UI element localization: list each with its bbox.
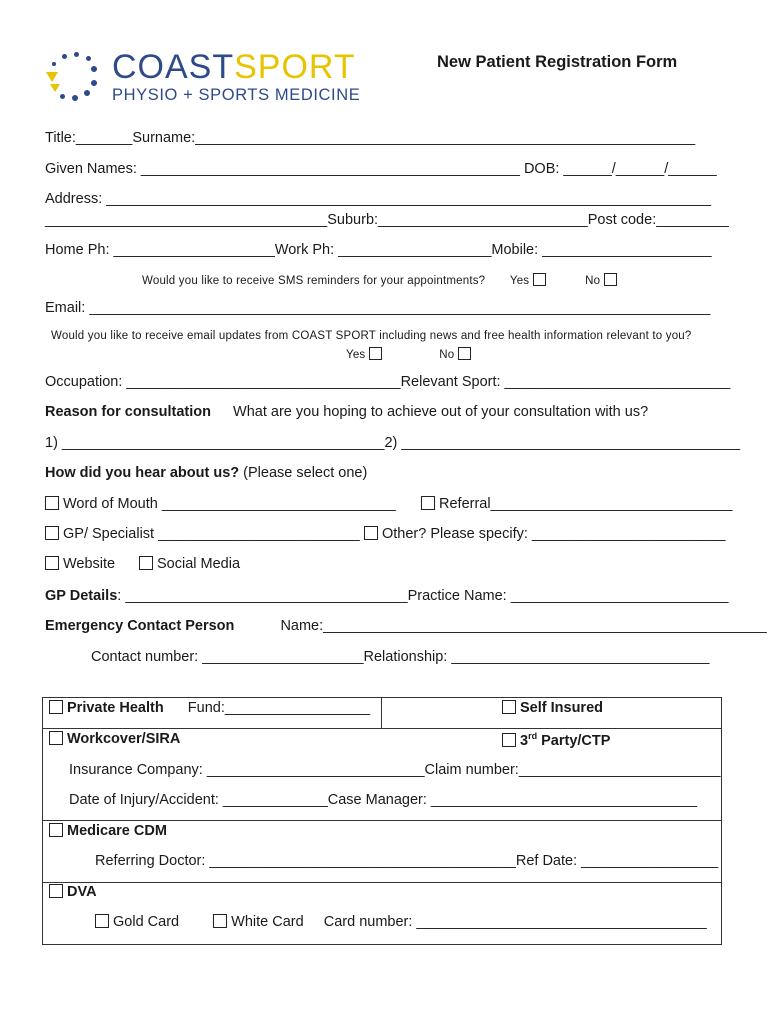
medicare-label: Medicare CDM [67, 823, 167, 839]
option-other[interactable] [364, 526, 725, 542]
divider [381, 698, 382, 728]
private-health-row[interactable] [49, 700, 370, 716]
workcover-row[interactable] [49, 731, 180, 747]
social-media-label: Social Media [157, 556, 241, 572]
dva-checkbox[interactable] [49, 884, 63, 898]
logo-wordmark [112, 48, 356, 87]
sms-question-text: Would you like to receive SMS reminders for your appointments? [142, 275, 486, 287]
self-insured-checkbox[interactable] [502, 700, 516, 714]
gp-details-row[interactable] [45, 588, 728, 604]
reason-label: Reason for consultation [45, 404, 211, 420]
emergency-row[interactable] [45, 618, 767, 634]
email-line[interactable]: Email: _____________________________________________________________________________ [45, 300, 711, 316]
emergency-contact-line[interactable]: Contact number: ____________________Relationship: ________________________________ [91, 649, 710, 665]
sms-question [142, 273, 617, 287]
option-gp-specialist[interactable] [45, 526, 360, 542]
title-surname-line[interactable]: Title:_______Surname:______________________________________________________________ [45, 130, 696, 146]
reason-row [45, 404, 648, 420]
referral-checkbox[interactable] [421, 496, 435, 510]
gold-card-checkbox[interactable] [95, 914, 109, 928]
third-party-text: Party/CTP [537, 732, 611, 749]
email-optin [346, 347, 471, 361]
coastsport-logo [44, 48, 364, 108]
option-word-of-mouth[interactable] [45, 496, 396, 512]
gp-specialist-checkbox[interactable] [45, 526, 59, 540]
email-yes-checkbox[interactable] [369, 347, 382, 360]
gp-specialist-label: GP/ Specialist _________________________ [63, 526, 360, 542]
workcover-label: Workcover/SIRA [67, 731, 181, 747]
fund-line: Fund:__________________ [187, 700, 371, 716]
referral-label: Referral______________________________ [439, 496, 733, 512]
hear-about-row [45, 465, 367, 481]
self-insured-label: Self Insured [520, 700, 603, 716]
gp-details-label: GP Details [45, 588, 118, 604]
third-party-checkbox[interactable] [502, 733, 516, 747]
self-insured-row[interactable] [502, 700, 603, 716]
given-names-dob-line[interactable]: Given Names: _______________________________________________ DOB: ______/______/______ [45, 161, 717, 177]
third-party-row[interactable] [502, 731, 610, 749]
option-social-media[interactable] [139, 556, 240, 572]
date-of-injury-line[interactable]: Date of Injury/Accident: _____________Case Manager: _________________________________ [69, 792, 698, 808]
third-party-label [520, 733, 610, 749]
dva-label: DVA [67, 884, 97, 900]
white-card-label: White Card [231, 914, 304, 930]
address-line[interactable]: Address: ___________________________________________________________________________ [45, 191, 712, 207]
suburb-postcode-line[interactable]: ___________________________________Suburb:__________________________Post code:_________ [45, 212, 729, 228]
sms-no-checkbox[interactable] [604, 273, 617, 286]
logo-brand-coast: COAST [112, 48, 235, 86]
dva-card-row [95, 914, 707, 930]
divider [43, 728, 721, 729]
sms-yes-label: Yes [509, 275, 530, 287]
word-of-mouth-checkbox[interactable] [45, 496, 59, 510]
emergency-label: Emergency Contact Person [45, 618, 235, 634]
white-card-checkbox[interactable] [213, 914, 227, 928]
other-checkbox[interactable] [364, 526, 378, 540]
third-party-suffix: rd [528, 731, 538, 741]
gp-details-line: : ___________________________________Practice Name: ___________________________ [117, 588, 729, 604]
email-yes-label: Yes [346, 349, 366, 361]
medicare-row[interactable] [49, 823, 167, 839]
form-title: New Patient Registration Form [437, 53, 678, 71]
referring-doctor-line[interactable]: Referring Doctor: ______________________________________Ref Date: _________________ [95, 853, 719, 869]
reason-question: What are you hoping to achieve out of your consultation with us? [233, 404, 649, 420]
email-no-label: No [439, 349, 455, 361]
logo-tagline: PHYSIO + SPORTS MEDICINE [112, 86, 361, 104]
emergency-name-line: Name:_______________________________________________________ [280, 618, 767, 634]
medicare-checkbox[interactable] [49, 823, 63, 837]
phone-line[interactable]: Home Ph: ____________________Work Ph: ___________________Mobile: _____________________ [45, 242, 712, 258]
option-referral[interactable] [421, 496, 733, 512]
word-of-mouth-label: Word of Mouth _____________________________ [63, 496, 396, 512]
insurance-company-line[interactable]: Insurance Company: ___________________________Claim number:_________________________ [69, 762, 721, 778]
divider [43, 820, 721, 821]
workcover-checkbox[interactable] [49, 731, 63, 745]
occupation-line[interactable]: Occupation: __________________________________Relevant Sport: ____________________________ [45, 374, 731, 390]
sms-yes-checkbox[interactable] [533, 273, 546, 286]
sms-no-label: No [585, 275, 601, 287]
email-question: Would you like to receive email updates from COAST SPORT including news and free health information relevant to you? [51, 330, 692, 342]
card-number-line[interactable]: Card number: ____________________________________ [323, 914, 707, 930]
website-checkbox[interactable] [45, 556, 59, 570]
other-label: Other? Please specify: ________________________ [382, 526, 726, 542]
website-label: Website [63, 556, 116, 572]
third-party-number: 3 [520, 732, 529, 749]
dva-row[interactable] [49, 884, 97, 900]
divider [43, 882, 721, 883]
hear-about-label: How did you hear about us? [45, 465, 240, 481]
hear-about-hint: (Please select one) [239, 465, 368, 481]
private-health-checkbox[interactable] [49, 700, 63, 714]
option-website[interactable] [45, 556, 115, 572]
logo-brand-sport: SPORT [234, 48, 356, 86]
social-media-checkbox[interactable] [139, 556, 153, 570]
gold-card-label: Gold Card [113, 914, 180, 930]
email-no-checkbox[interactable] [458, 347, 471, 360]
private-health-label: Private Health [67, 700, 164, 716]
reasons-line[interactable]: 1) ________________________________________2) __________________________________________ [45, 435, 741, 451]
